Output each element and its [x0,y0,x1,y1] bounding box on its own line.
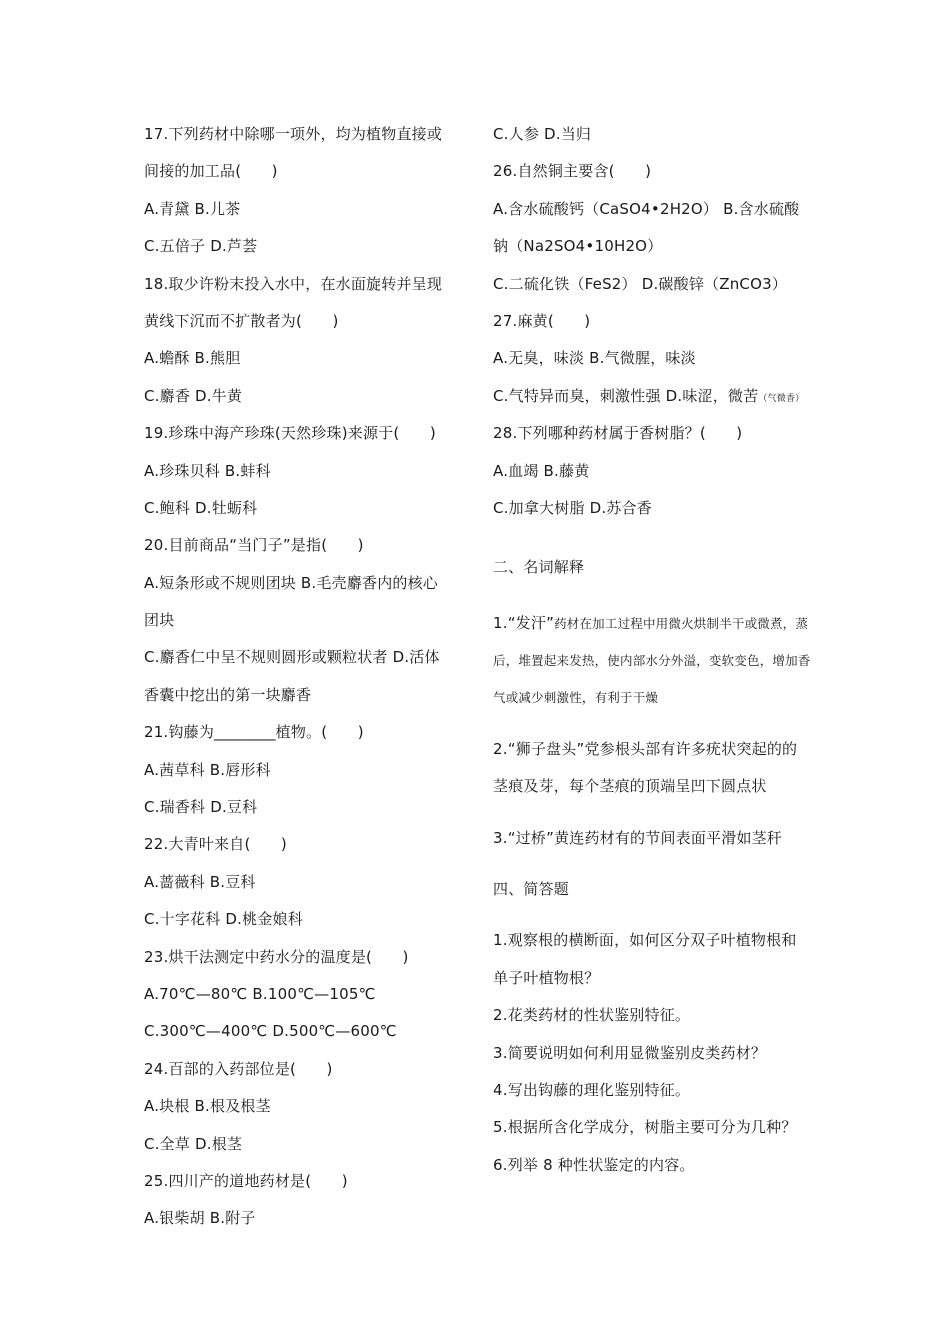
question-line: 23.烘干法测定中药水分的温度是( ) [144,947,409,966]
option-line: A.蔷薇科 B.豆科 [144,872,256,891]
option-line: C.全草 D.根茎 [144,1134,243,1153]
option-line: A.血竭 B.藤黄 [493,461,590,480]
spacer [493,908,815,922]
option-line: A.青黛 B.儿茶 [144,199,241,218]
spacer [493,527,815,549]
option-line: A.短条形或不规则团块 B.毛壳麝香内的核心 [144,573,438,592]
short-answer-item: 5.根据所含化学成分，树脂主要可分为几种？ [493,1118,797,1137]
section-title-terms: 二、名词解释 [493,558,585,577]
question-line: 22.大青叶来自( ) [144,835,287,854]
option-line [493,378,815,415]
option-line: C.瑞香科 D.豆科 [144,798,258,817]
option-line: A.银柴胡 B.附子 [144,1209,256,1228]
option-line: A.无臭，味淡 B.气微腥，味淡 [493,349,696,368]
question-line: 黄线下沉而不扩散者为( ) [144,311,339,330]
term-1-head: 1.“发汗” [493,613,555,632]
question-line: 24.百部的入药部位是( ) [144,1059,333,1078]
spacer [493,806,815,820]
short-answer-item: 2.花类药材的性状鉴别特征。 [493,1006,691,1025]
option-line: 香囊中挖出的第一块麝香 [144,685,312,704]
short-answer-item: 1.观察根的横断面，如何区分双子叶植物根和 [493,931,797,950]
term-definition-2: 茎痕及芽，每个茎痕的顶端呈凹下圆点状 [493,777,767,796]
q27-option-note: （气微香） [758,393,805,404]
spacer [493,857,815,871]
option-line: A.蟾酥 B.熊胆 [144,349,241,368]
left-column [144,116,462,1238]
option-line: 团块 [144,611,175,630]
question-line: 25.四川产的道地药材是( ) [144,1171,348,1190]
question-line: 17.下列药材中除哪一项外，均为植物直接或 [144,125,443,143]
question-line: 28.下列哪种药材属于香树脂？( ) [493,424,743,443]
option-line: A.70℃—80℃ B.100℃—105℃ [144,984,376,1003]
question-line: 18.取少许粉末投入水中，在水面旋转并呈现 [144,274,443,293]
option-line: C.麝香仁中呈不规则圆形或颗粒状者 D.活体 [144,648,440,667]
right-column [493,116,815,1184]
option-line: C.五倍子 D.芦荟 [144,237,258,256]
section-title-short-answer: 四、简答题 [493,880,570,899]
option-line: C.十字花科 D.桃金娘科 [144,910,303,929]
short-answer-item: 单子叶植物根？ [493,968,600,987]
term-definition-2: 2.“狮子盘头”党参根头部有许多疣状突起的的 [493,739,798,758]
option-line: A.块根 B.根及根茎 [144,1097,271,1116]
term-definition-1 [493,605,815,642]
question-line: 间接的加工品( ) [144,162,278,181]
short-answer-item: 6.列举 8 种性状鉴定的内容。 [493,1155,695,1174]
option-line: C.麝香 D.牛黄 [144,386,243,405]
question-line: 19.珍珠中海产珍珠(天然珍珠)来源于( ) [144,424,436,443]
option-line: A.珍珠贝科 B.蚌科 [144,461,271,480]
option-line: C.300℃—400℃ D.500℃—600℃ [144,1022,397,1041]
term-1-body: 气或减少刺激性，有利于干燥 [493,690,659,706]
term-definition-3: 3.“过桥”黄连药材有的节间表面平滑如茎秆 [493,828,783,847]
short-answer-item: 4.写出钩藤的理化鉴别特征。 [493,1080,691,1099]
spacer [493,587,815,605]
term-1-body: 药材在加工过程中用微火烘制半干或微煮，蒸 [554,615,809,631]
option-line: 钠（Na2SO4•10H2O） [493,237,663,256]
option-line: C.鲍科 D.牡蛎科 [144,498,258,517]
question-line: 26.自然铜主要含( ) [493,162,652,181]
term-1-body: 后，堆置起来发热，使内部水分外溢，变软变色，增加香 [493,653,811,669]
option-line: A.茜草科 B.唇形科 [144,760,271,779]
q27-option-cd: C.气特异而臭，刺激性强 D.味涩，微苦 [493,386,759,405]
question-line: 21.钩藤为________植物。( ) [144,723,364,742]
option-line: C.人参 D.当归 [493,125,592,143]
option-line: C.加拿大树脂 D.苏合香 [493,498,652,517]
short-answer-item: 3.简要说明如何利用显微鉴别皮类药材？ [493,1043,767,1062]
question-line: 20.目前商品“当门子”是指( ) [144,536,364,555]
spacer [493,717,815,731]
question-line: 27.麻黄( ) [493,311,591,330]
option-line: C.二硫化铁（FeS2） D.碳酸锌（ZnCO3） [493,274,788,293]
option-line: A.含水硫酸钙（CaSO4•2H2O） B.含水硫酸 [493,199,800,218]
